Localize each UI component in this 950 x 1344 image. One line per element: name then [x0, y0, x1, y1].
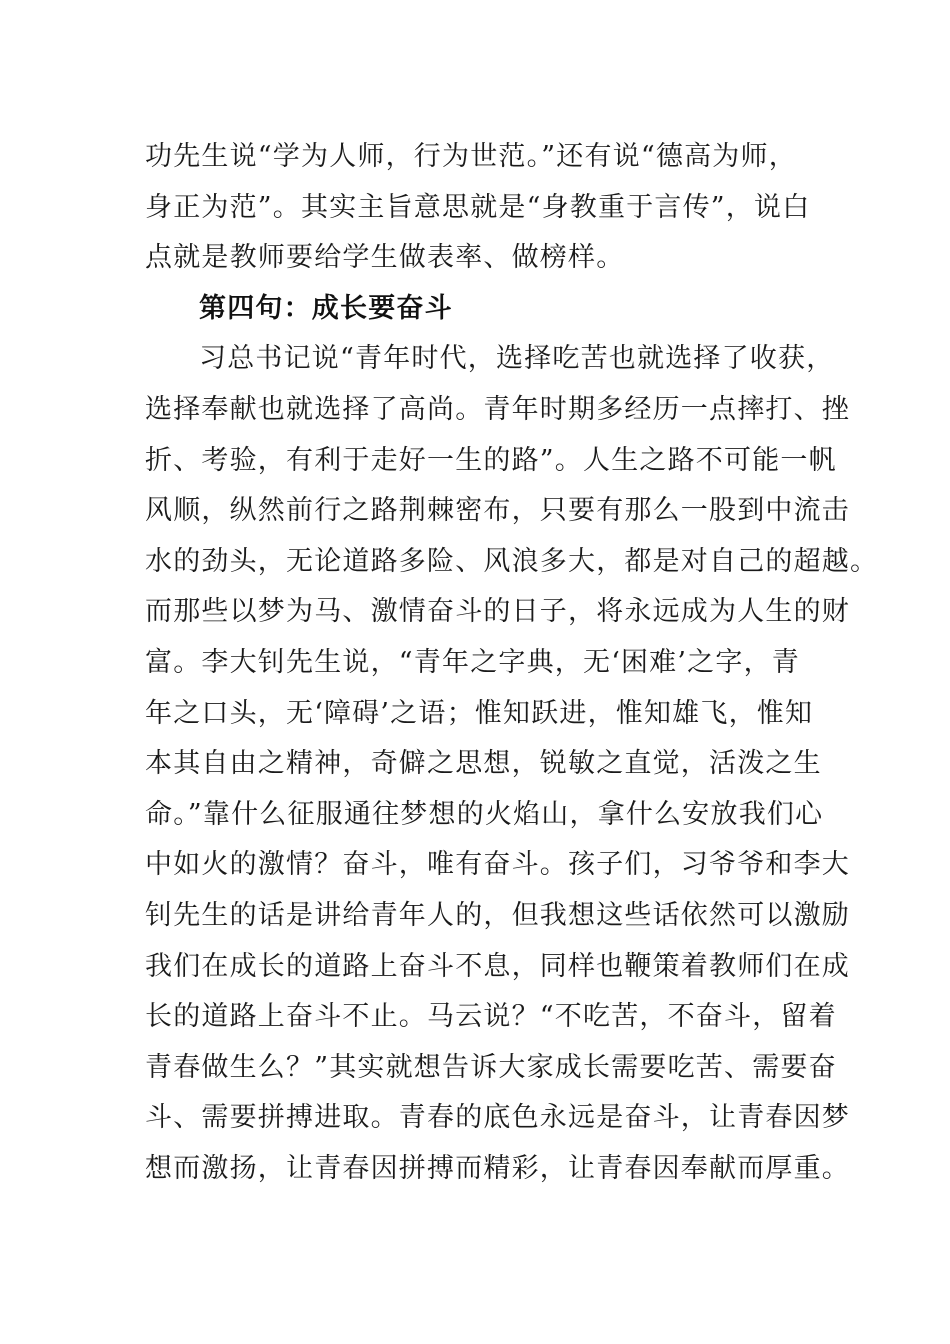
text-line: 中如火的激情？奋斗，唯有奋斗。孩子们，习爷爷和李大 [145, 849, 850, 881]
text-line: 风顺，纵然前行之路荆棘密布，只要有那么一股到中流击 [145, 495, 850, 527]
document-body [145, 132, 879, 1194]
text-line: 点就是教师要给学生做表率、做榜样。 [145, 242, 625, 274]
text-line: 年之口头，无‘障碍’之语；惟知跃进，惟知雄飞，惟知 [145, 697, 814, 729]
section-heading: 第四句：成长要奋斗 [199, 292, 453, 324]
text-line: 水的劲头，无论道路多险、风浪多大，都是对自己的超越。 [145, 545, 879, 577]
text-line: 钊先生的话是讲给青年人的，但我想这些话依然可以激励 [145, 899, 850, 931]
text-line: 命。”靠什么征服通往梦想的火焰山，拿什么安放我们心 [145, 798, 824, 830]
text-line: 折、考验，有利于走好一生的路”。人生之路不可能一帆 [145, 444, 837, 476]
text-line: 想而激扬，让青春因拼搏而精彩，让青春因奉献而厚重。 [145, 1152, 850, 1184]
text-line: 而那些以梦为马、激情奋斗的日子，将永远成为人生的财 [145, 596, 850, 628]
paragraph-first-line: 习总书记说“青年时代，选择吃苦也就选择了收获， [199, 343, 835, 375]
text-line: 斗、需要拼搏进取。青春的底色永远是奋斗，让青春因梦 [145, 1102, 850, 1134]
text-line: 青春做生么？”其实就想告诉大家成长需要吃苦、需要奋 [145, 1051, 837, 1083]
text-line: 选择奉献也就选择了高尚。青年时期多经历一点摔打、挫 [145, 393, 850, 425]
text-line: 身正为范”。其实主旨意思就是“身教重于言传”，说白 [145, 191, 811, 223]
text-line: 我们在成长的道路上奋斗不息，同样也鞭策着教师们在成 [145, 950, 850, 982]
text-line: 本其自由之精神，奇僻之思想，锐敏之直觉，活泼之生 [145, 748, 822, 780]
text-line: 富。李大钊先生说，“青年之字典，无‘困难’之字，青 [145, 646, 800, 678]
text-line: 长的道路上奋斗不止。马云说？“不吃苦，不奋斗，留着 [145, 1001, 837, 1033]
text-line: 功先生说“学为人师，行为世范。”还有说“德高为师， [145, 141, 797, 172]
